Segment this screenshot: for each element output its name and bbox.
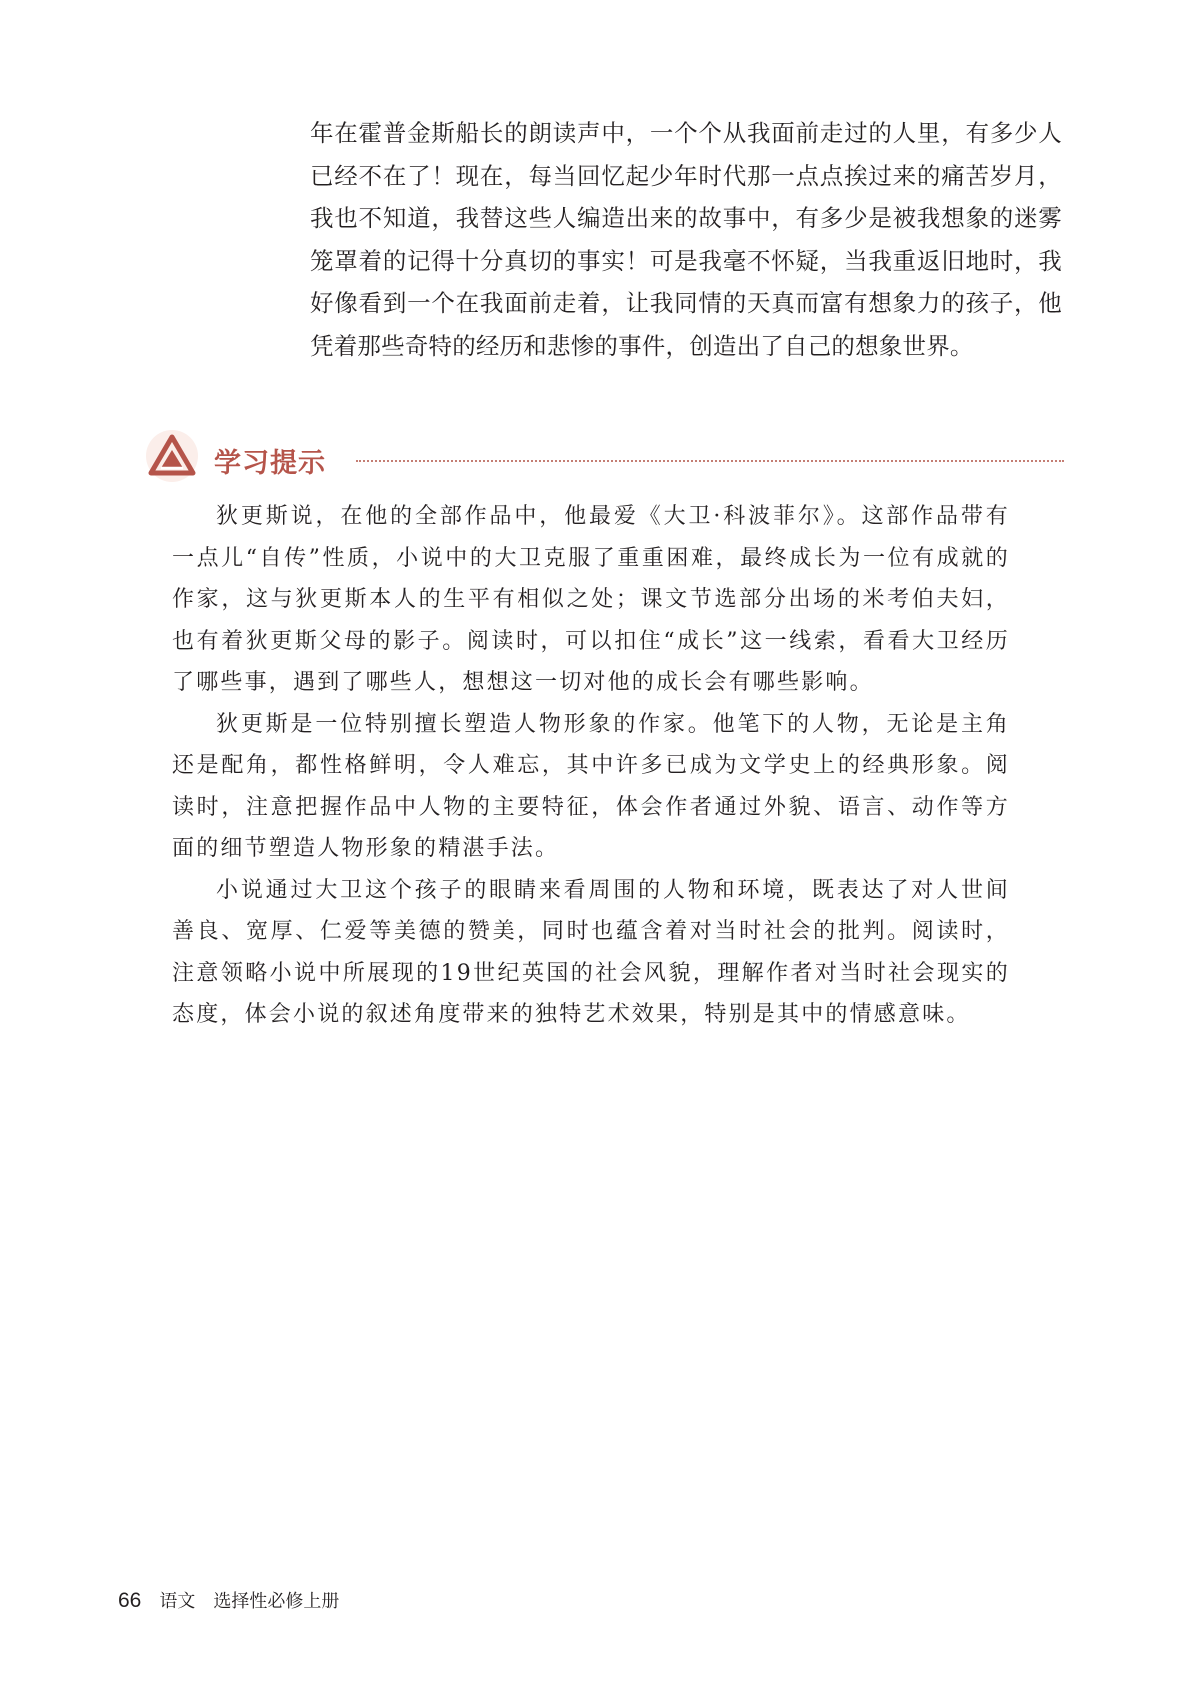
dotted-divider xyxy=(356,460,1064,462)
study-hints-body xyxy=(172,496,1010,1036)
page-footer xyxy=(118,1587,339,1613)
hint-paragraph-2: 狄更斯是一位特别擅长塑造人物形象的作家。他笔下的人物，无论是主角还是配角，都性格鲜明，令人难忘，其中许多已成为文学史上的经典形象。阅读时，注意把握作品中人物的主要特征，体会作者通过外貌、语言、动作等方面的细节塑造人物形象的精湛手法。 xyxy=(172,711,1010,861)
triangle-logo-icon xyxy=(144,428,200,484)
page-number: 66 xyxy=(118,1589,142,1612)
excerpt-paragraph: 年在霍普金斯船长的朗读声中，一个个从我面前走过的人里，有多少人已经不在了！现在，每当回忆起少年时代那一点点挨过来的痛苦岁月，我也不知道，我替这些人编造出来的故事中，有多少是被我想象的迷雾笼罩着的记得十分真切的事实！可是我毫不怀疑，当我重返旧地时，我好像看到一个在我面前走着，让我同情的天真而富有想象力的孩子，他凭着那些奇特的经历和悲惨的事件，创造出了自己的想象世界。 xyxy=(310,119,1062,360)
study-hints-header xyxy=(144,428,1064,490)
book-title: 语文 选择性必修上册 xyxy=(159,1591,340,1612)
hint-paragraph-3: 小说通过大卫这个孩子的眼睛来看周围的人物和环境，既表达了对人世间善良、宽厚、仁爱等美德的赞美，同时也蕴含着对当时社会的批判。阅读时，注意领略小说中所展现的19世纪英国的社会风貌，理解作者对当时社会现实的态度，体会小说的叙述角度带来的独特艺术效果，特别是其中的情感意味。 xyxy=(172,877,1010,1027)
section-title: 学习提示 xyxy=(214,448,326,479)
hint-paragraph-1: 狄更斯说，在他的全部作品中，他最爱《大卫·科波菲尔》。这部作品带有一点儿“自传”性质，小说中的大卫克服了重重困难，最终成长为一位有成就的作家，这与狄更斯本人的生平有相似之处；课文节选部分出场的米考伯夫妇，也有着狄更斯父母的影子。阅读时，可以扣住“成长”这一线索，看看大卫经历了哪些事，遇到了哪些人，想想这一切对他的成长会有哪些影响。 xyxy=(172,504,1010,695)
